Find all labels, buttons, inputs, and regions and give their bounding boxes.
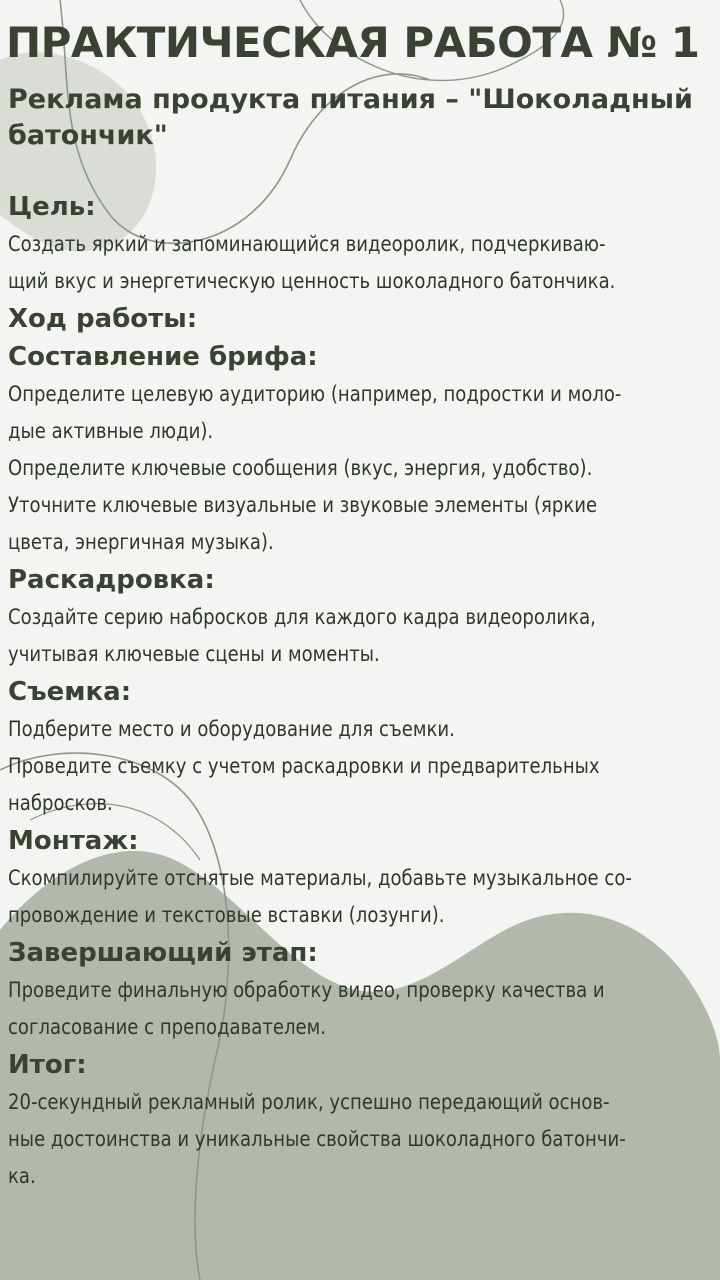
goal-line: щий вкус и энергетическую ценность шоколадного батончика. (8, 269, 616, 293)
storyboard-heading: Раскадровка: (8, 565, 215, 595)
result-heading: Итог: (8, 1050, 87, 1080)
final-stage-line: согласование с преподавателем. (8, 1015, 326, 1039)
subtitle-line: Реклама продукта питания – "Шоколадный (8, 84, 693, 115)
brief-line: Определите целевую аудиторию (например, подростки и моло- (8, 382, 622, 406)
document-body (8, 188, 708, 1195)
storyboard-line: учитывая ключевые сцены и моменты. (8, 642, 380, 666)
goal-line: Создать яркий и запоминающийся видеоролик, подчеркиваю- (8, 232, 606, 256)
brief-line: Уточните ключевые визуальные и звуковые элементы (яркие (8, 493, 598, 517)
result-line: 20-секундный рекламный ролик, успешно передающий основ- (8, 1090, 610, 1114)
shooting-line: набросков. (8, 791, 113, 815)
result-line: ные достоинства и уникальные свойства шоколадного батончи- (8, 1127, 626, 1151)
editing-line: провождение и текстовые вставки (лозунги). (8, 903, 445, 927)
brief-line: цвета, энергичная музыка). (8, 530, 274, 554)
editing-heading: Монтаж: (8, 826, 139, 856)
editing-line: Скомпилируйте отснятые материалы, добавьте музыкальное со- (8, 866, 632, 890)
goal-heading: Цель: (8, 192, 96, 222)
final-stage-line: Проведите финальную обработку видео, проверку качества и (8, 978, 605, 1002)
final-stage-heading: Завершающий этап: (8, 938, 318, 968)
page-title: ПРАКТИЧЕСКАЯ РАБОТА № 1 (6, 18, 700, 67)
shooting-line: Проведите съемку с учетом раскадровки и предварительных (8, 754, 600, 778)
storyboard-line: Создайте серию набросков для каждого кадра видеоролика, (8, 605, 596, 629)
shooting-heading: Съемка: (8, 677, 132, 707)
brief-line: дые активные люди). (8, 419, 214, 443)
brief-line: Определите ключевые сообщения (вкус, энергия, удобство). (8, 456, 593, 480)
subtitle (8, 82, 708, 154)
shooting-line: Подберите место и оборудование для съемки. (8, 717, 455, 741)
result-line: ка. (8, 1164, 36, 1188)
brief-heading: Составление брифа: (8, 342, 318, 372)
subtitle-line: батончик" (8, 120, 168, 151)
progress-heading: Ход работы: (8, 304, 198, 334)
